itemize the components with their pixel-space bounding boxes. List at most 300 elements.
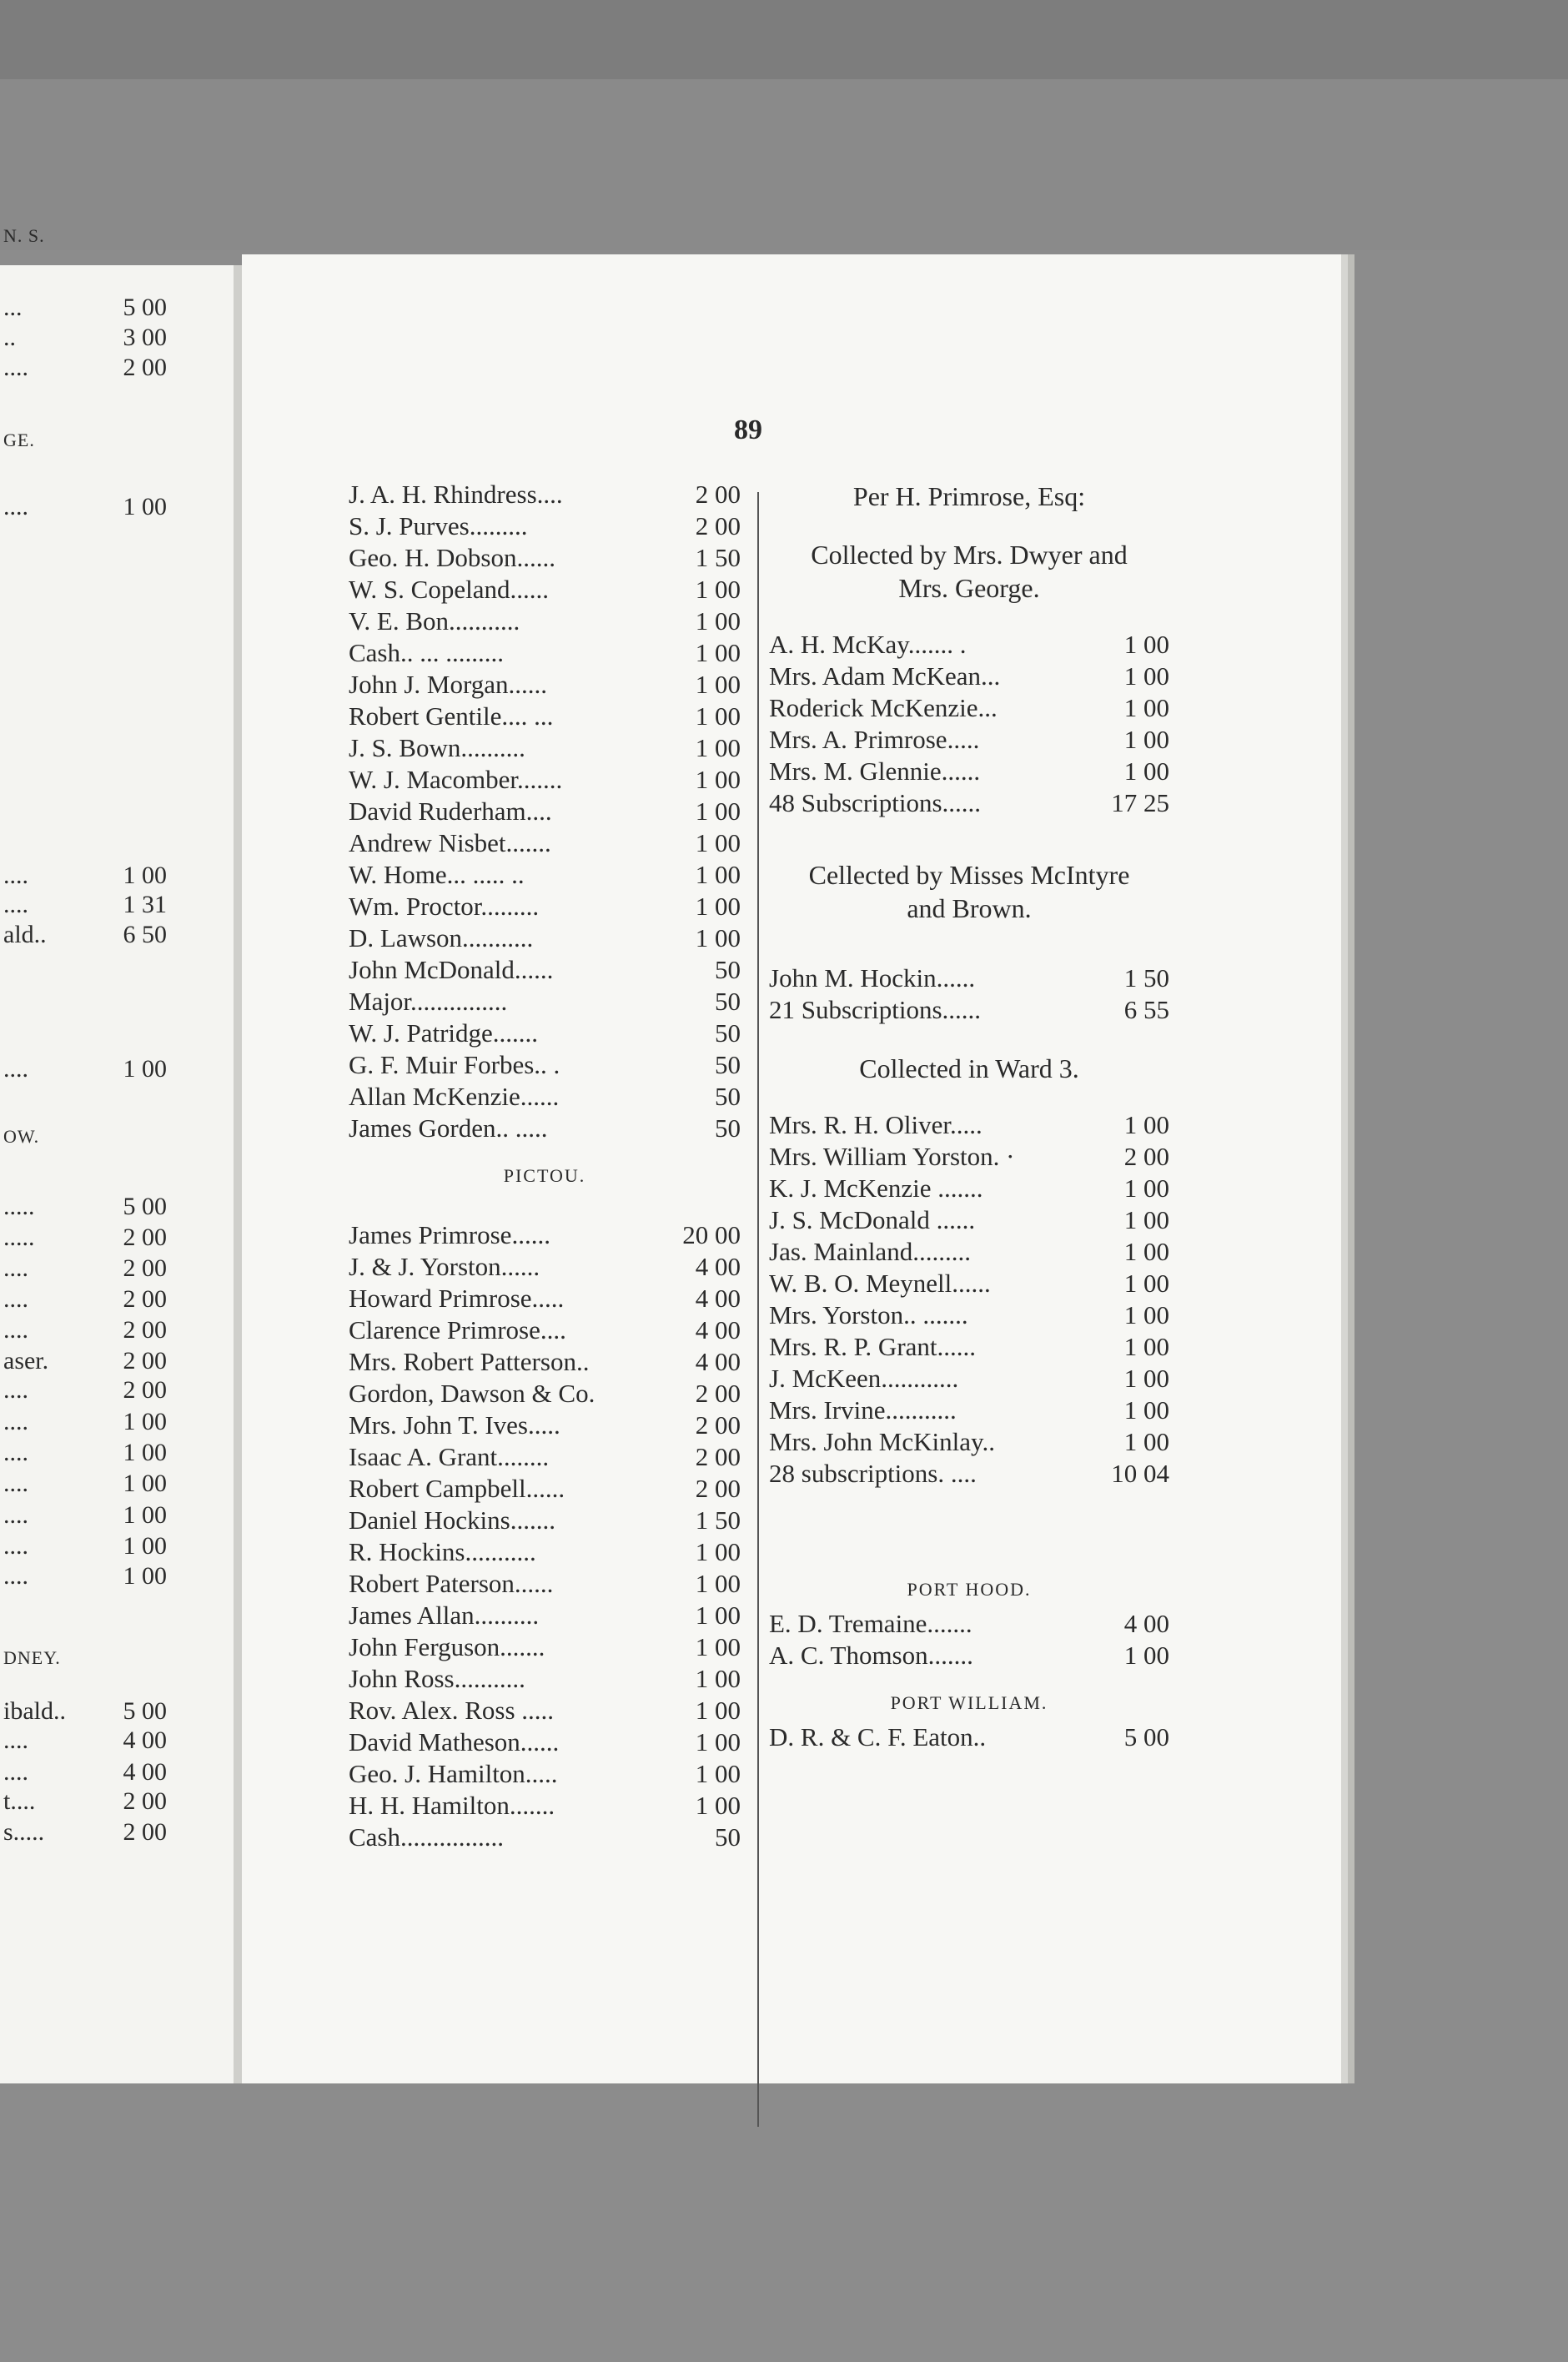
left-page-amount: 1 00 bbox=[123, 1408, 167, 1435]
donor-name: 28 subscriptions. .... bbox=[769, 1459, 977, 1488]
donation-amount: 2 00 bbox=[695, 480, 741, 509]
donor-entry bbox=[349, 670, 741, 701]
donation-amount: 4 00 bbox=[695, 1315, 741, 1344]
donor-name: John Ferguson....... bbox=[349, 1632, 545, 1661]
donor-name: David Matheson...... bbox=[349, 1727, 560, 1756]
donation-amount: 1 00 bbox=[695, 606, 741, 636]
left-page-heading bbox=[0, 1647, 225, 1681]
donor-name: Geo. J. Hamilton..... bbox=[349, 1759, 558, 1788]
donor-name: Mrs. R. P. Grant...... bbox=[769, 1332, 977, 1361]
donor-name: Mrs. Yorston.. ....... bbox=[769, 1300, 968, 1329]
donor-entry bbox=[349, 1664, 741, 1696]
donation-amount: 1 00 bbox=[1123, 756, 1169, 786]
donor-name: Mrs. A. Primrose..... bbox=[769, 725, 980, 754]
donor-name: James Allan.......... bbox=[349, 1601, 540, 1630]
left-page-text: DNEY. bbox=[3, 1647, 61, 1668]
left-page-text: ald.. bbox=[3, 921, 47, 948]
left-page-entry bbox=[0, 1254, 225, 1288]
donation-amount: 1 00 bbox=[695, 860, 741, 889]
donor-name: Mrs. M. Glennie...... bbox=[769, 756, 981, 786]
donation-amount: 1 00 bbox=[695, 765, 741, 794]
left-page-heading bbox=[0, 430, 225, 463]
donor-name: Mrs. Adam McKean... bbox=[769, 661, 1001, 691]
donation-amount: 1 00 bbox=[1123, 1641, 1169, 1670]
left-page-text: ..... bbox=[3, 1224, 35, 1251]
donor-name: Gordon, Dawson & Co. bbox=[349, 1379, 596, 1408]
donor-name: Howard Primrose..... bbox=[349, 1284, 565, 1313]
donation-amount: 1 00 bbox=[695, 923, 741, 952]
left-page-text: .... bbox=[3, 862, 28, 889]
left-page-amount: 5 00 bbox=[123, 1697, 167, 1725]
donor-entry bbox=[769, 1364, 1169, 1395]
donor-name: R. Hockins........... bbox=[349, 1537, 536, 1566]
donor-entry bbox=[349, 1113, 741, 1145]
donor-name: G. F. Muir Forbes.. . bbox=[349, 1050, 560, 1079]
donation-amount: 2 00 bbox=[695, 511, 741, 540]
left-page-amount: 4 00 bbox=[123, 1758, 167, 1786]
donor-entry bbox=[769, 661, 1169, 693]
donation-amount: 4 00 bbox=[695, 1252, 741, 1281]
donor-entry bbox=[349, 987, 741, 1018]
donation-amount: 4 00 bbox=[695, 1284, 741, 1313]
left-page-entry bbox=[0, 1758, 225, 1792]
donor-entry bbox=[349, 1442, 741, 1474]
donor-entry bbox=[349, 860, 741, 892]
donor-entry bbox=[349, 638, 741, 670]
donation-amount: 1 00 bbox=[695, 1664, 741, 1693]
left-page-entry bbox=[0, 891, 225, 924]
donor-entry bbox=[349, 1696, 741, 1727]
donation-amount: 1 00 bbox=[1123, 1332, 1169, 1361]
donor-name: D. R. & C. F. Eaton.. bbox=[769, 1722, 987, 1751]
donor-name: John Ross........... bbox=[349, 1664, 525, 1693]
donor-entry bbox=[769, 1427, 1169, 1459]
left-page-amount: 1 00 bbox=[123, 1439, 167, 1466]
donor-name: 21 Subscriptions...... bbox=[769, 995, 982, 1024]
donation-amount: 2 00 bbox=[695, 1474, 741, 1503]
donor-entry bbox=[349, 828, 741, 860]
donation-amount: 4 00 bbox=[695, 1347, 741, 1376]
left-page-text: .... bbox=[3, 1376, 28, 1404]
left-page-amount: 1 00 bbox=[123, 493, 167, 520]
donation-amount: 1 00 bbox=[1123, 1237, 1169, 1266]
left-page-text: .... bbox=[3, 493, 28, 520]
left-page-text: GE. bbox=[3, 430, 35, 450]
donor-entry bbox=[769, 756, 1169, 788]
donation-amount: 50 bbox=[715, 1082, 741, 1111]
spacer bbox=[769, 1027, 1169, 1052]
donor-name: Robert Paterson...... bbox=[349, 1569, 554, 1598]
left-page-amount: 4 00 bbox=[123, 1726, 167, 1754]
left-page-entry bbox=[0, 1562, 225, 1596]
donor-name: V. E. Bon........... bbox=[349, 606, 520, 636]
donation-amount: 1 00 bbox=[695, 1791, 741, 1820]
donation-amount: 17 25 bbox=[1111, 788, 1169, 817]
donation-amount: 1 00 bbox=[695, 1696, 741, 1725]
donation-amount: 1 50 bbox=[1123, 963, 1169, 993]
group1-title-line2: Mrs. George. bbox=[898, 573, 1040, 603]
donor-name: E. D. Tremaine....... bbox=[769, 1609, 972, 1638]
donor-name: Mrs. Robert Patterson.. bbox=[349, 1347, 590, 1376]
left-page-amount: 6 50 bbox=[123, 921, 167, 948]
donor-entry bbox=[769, 1332, 1169, 1364]
donor-entry bbox=[769, 725, 1169, 756]
left-page-amount: 2 00 bbox=[123, 1347, 167, 1374]
donor-entry bbox=[349, 606, 741, 638]
donation-amount: 50 bbox=[715, 987, 741, 1016]
donor-entry bbox=[349, 923, 741, 955]
left-page-entry bbox=[0, 1376, 225, 1410]
donor-entry bbox=[349, 1601, 741, 1632]
left-page-entry bbox=[0, 1316, 225, 1349]
donor-entry bbox=[769, 1269, 1169, 1300]
donor-name: Mrs. John McKinlay.. bbox=[769, 1427, 995, 1456]
donor-name: J. McKeen............ bbox=[769, 1364, 959, 1393]
left-page-heading bbox=[0, 1126, 225, 1159]
donation-amount: 1 00 bbox=[695, 828, 741, 857]
donor-entry bbox=[349, 1050, 741, 1082]
column-b-heading: Per H. Primrose, Esq: bbox=[852, 481, 1086, 511]
donor-entry bbox=[349, 511, 741, 543]
book-gutter bbox=[234, 265, 242, 2083]
donor-list-group2 bbox=[769, 963, 1169, 1027]
donor-entry bbox=[769, 1722, 1169, 1754]
left-page-text: .... bbox=[3, 1316, 28, 1344]
column-divider bbox=[757, 492, 759, 2127]
donor-entry bbox=[349, 1505, 741, 1537]
donor-name: A. C. Thomson....... bbox=[769, 1641, 973, 1670]
left-page-text: ibald.. bbox=[3, 1697, 66, 1725]
donor-entry bbox=[349, 1315, 741, 1347]
left-page-amount: 5 00 bbox=[123, 294, 167, 321]
donor-entry bbox=[349, 1018, 741, 1050]
spacer bbox=[769, 605, 1169, 630]
donation-amount: 6 55 bbox=[1123, 995, 1169, 1024]
left-page-amount: 1 00 bbox=[123, 1501, 167, 1529]
donor-entry bbox=[349, 1410, 741, 1442]
donor-list-group1 bbox=[769, 630, 1169, 820]
donor-entry bbox=[349, 892, 741, 923]
donor-entry bbox=[349, 480, 741, 511]
donor-name: John McDonald...... bbox=[349, 955, 554, 984]
left-page-entry bbox=[0, 1285, 225, 1319]
donor-name: Allan McKenzie...... bbox=[349, 1082, 560, 1111]
donor-entry bbox=[349, 765, 741, 797]
left-page-amount: 1 00 bbox=[123, 1055, 167, 1083]
left-page-text: t.... bbox=[3, 1787, 36, 1815]
donor-name: W. B. O. Meynell...... bbox=[769, 1269, 991, 1298]
left-page-entry bbox=[0, 1470, 225, 1503]
left-page-entry bbox=[0, 1697, 225, 1731]
spacer bbox=[769, 1085, 1169, 1110]
donation-amount: 2 00 bbox=[695, 1442, 741, 1471]
left-page-amount: 1 31 bbox=[123, 891, 167, 918]
section-heading-port-william: PORT WILLIAM. bbox=[890, 1692, 1048, 1713]
donor-name: Mrs. John T. Ives..... bbox=[349, 1410, 560, 1440]
donor-name: J. A. H. Rhindress.... bbox=[349, 480, 563, 509]
left-page-entry bbox=[0, 493, 225, 526]
donor-entry bbox=[769, 1641, 1169, 1672]
donation-amount: 10 04 bbox=[1111, 1459, 1169, 1488]
left-page-amount: 2 00 bbox=[123, 1376, 167, 1404]
donation-amount: 1 00 bbox=[695, 1569, 741, 1598]
donor-entry bbox=[769, 1395, 1169, 1427]
donor-entry bbox=[349, 701, 741, 733]
donation-amount: 1 00 bbox=[695, 575, 741, 604]
donor-name: Major............... bbox=[349, 987, 508, 1016]
donation-amount: 1 00 bbox=[1123, 1110, 1169, 1139]
left-page-text: s..... bbox=[3, 1818, 45, 1846]
spacer bbox=[349, 1195, 741, 1220]
donor-entry bbox=[349, 1759, 741, 1791]
left-page-amount: 2 00 bbox=[123, 1818, 167, 1846]
donor-entry bbox=[349, 1569, 741, 1601]
donor-entry bbox=[769, 1142, 1169, 1173]
donation-amount: 50 bbox=[715, 1822, 741, 1852]
donor-name: Geo. H. Dobson...... bbox=[349, 543, 555, 572]
left-page-text: .... bbox=[3, 891, 28, 918]
section-heading-pictou: PICTOU. bbox=[503, 1165, 586, 1186]
donor-entry bbox=[349, 1082, 741, 1113]
donation-amount: 1 00 bbox=[1123, 661, 1169, 691]
donor-entry bbox=[349, 1727, 741, 1759]
spacer bbox=[769, 1490, 1169, 1559]
donor-name: Mrs. R. H. Oliver..... bbox=[769, 1110, 983, 1139]
donor-entry bbox=[349, 1632, 741, 1664]
donor-entry bbox=[769, 1459, 1169, 1490]
donation-amount: 1 00 bbox=[1123, 1205, 1169, 1234]
donor-name: Isaac A. Grant........ bbox=[349, 1442, 550, 1471]
left-page-text: N. S. bbox=[3, 225, 45, 246]
donor-entry bbox=[349, 797, 741, 828]
donor-list-port-william bbox=[769, 1722, 1169, 1754]
donor-entry bbox=[349, 1537, 741, 1569]
donation-amount: 1 00 bbox=[1123, 693, 1169, 722]
donor-name: 48 Subscriptions...... bbox=[769, 788, 982, 817]
left-page-entry bbox=[0, 1193, 225, 1226]
donation-amount: 1 00 bbox=[1123, 1269, 1169, 1298]
donation-amount: 2 00 bbox=[1123, 1142, 1169, 1171]
donation-amount: 1 00 bbox=[695, 733, 741, 762]
left-page-amount: 2 00 bbox=[123, 1285, 167, 1313]
donation-amount: 1 00 bbox=[695, 892, 741, 921]
donor-entry bbox=[769, 1609, 1169, 1641]
left-page-entry bbox=[0, 354, 225, 387]
group2-title-line2: and Brown. bbox=[907, 893, 1032, 923]
donation-amount: 1 00 bbox=[1123, 1427, 1169, 1456]
donor-name: W. Home... ..... .. bbox=[349, 860, 525, 889]
donor-entry bbox=[769, 1205, 1169, 1237]
donor-entry bbox=[769, 995, 1169, 1027]
donor-name: H. H. Hamilton....... bbox=[349, 1791, 555, 1820]
donor-entry bbox=[349, 955, 741, 987]
donor-entry bbox=[349, 1252, 741, 1284]
donor-name: Clarence Primrose.... bbox=[349, 1315, 566, 1344]
donation-amount: 1 00 bbox=[695, 1601, 741, 1630]
donor-name: David Ruderham.... bbox=[349, 797, 552, 826]
donation-amount: 1 50 bbox=[695, 543, 741, 572]
left-page-amount: 1 00 bbox=[123, 1470, 167, 1497]
donor-name: Robert Gentile.... ... bbox=[349, 701, 554, 731]
group3-title: Collected in Ward 3. bbox=[859, 1053, 1079, 1083]
left-page-entry bbox=[0, 1408, 225, 1441]
left-page-text: .... bbox=[3, 1470, 28, 1497]
donor-name: A. H. McKay....... . bbox=[769, 630, 967, 659]
left-page-text: .... bbox=[3, 1254, 28, 1282]
left-page-text: .... bbox=[3, 1055, 28, 1083]
donation-amount: 1 00 bbox=[695, 1632, 741, 1661]
donor-entry bbox=[769, 1237, 1169, 1269]
donor-name: S. J. Purves......... bbox=[349, 511, 528, 540]
donor-name: J. S. McDonald ...... bbox=[769, 1205, 976, 1234]
donor-entry bbox=[349, 1220, 741, 1252]
donor-name: J. S. Bown.......... bbox=[349, 733, 525, 762]
left-page-amount: 2 00 bbox=[123, 1316, 167, 1344]
donor-entry bbox=[769, 1110, 1169, 1142]
left-page-amount: 1 00 bbox=[123, 1562, 167, 1590]
donation-amount: 4 00 bbox=[1123, 1609, 1169, 1638]
donor-entry bbox=[349, 1284, 741, 1315]
left-page-entry bbox=[0, 1501, 225, 1535]
donor-name: Daniel Hockins....... bbox=[349, 1505, 555, 1535]
donation-amount: 1 00 bbox=[695, 1759, 741, 1788]
left-page-entry bbox=[0, 1055, 225, 1088]
donor-entry bbox=[349, 1791, 741, 1822]
donor-name: Roderick McKenzie... bbox=[769, 693, 998, 722]
section-heading-port-hood: PORT HOOD. bbox=[907, 1579, 1032, 1600]
donor-name: J. & J. Yorston...... bbox=[349, 1252, 540, 1281]
left-page-amount: 2 00 bbox=[123, 354, 167, 381]
donor-name: W. J. Macomber....... bbox=[349, 765, 563, 794]
donation-amount: 1 00 bbox=[1123, 1173, 1169, 1203]
donor-name: K. J. McKenzie ....... bbox=[769, 1173, 983, 1203]
donor-name: Cash................ bbox=[349, 1822, 504, 1852]
left-page-entry bbox=[0, 862, 225, 895]
left-page-heading bbox=[0, 225, 225, 259]
group1-title-line1: Collected by Mrs. Dwyer and bbox=[811, 540, 1128, 570]
donation-amount: 1 00 bbox=[695, 1537, 741, 1566]
left-page-text: ..... bbox=[3, 1193, 35, 1220]
donor-name: Mrs. Irvine........... bbox=[769, 1395, 957, 1425]
donor-name: Wm. Proctor......... bbox=[349, 892, 540, 921]
left-page-text: .... bbox=[3, 1758, 28, 1786]
donation-amount: 1 00 bbox=[695, 1727, 741, 1756]
donor-name: James Primrose...... bbox=[349, 1220, 550, 1249]
left-page-amount: 5 00 bbox=[123, 1193, 167, 1220]
donor-entry bbox=[769, 963, 1169, 995]
spacer bbox=[769, 925, 1169, 963]
donation-amount: 20 00 bbox=[682, 1220, 741, 1249]
donor-name: James Gorden.. ..... bbox=[349, 1113, 548, 1143]
background-band bbox=[0, 0, 1568, 79]
donor-name: Rov. Alex. Ross ..... bbox=[349, 1696, 555, 1725]
donor-list-pictou bbox=[349, 1220, 741, 1854]
donation-amount: 2 00 bbox=[695, 1410, 741, 1440]
donation-amount: 2 00 bbox=[695, 1379, 741, 1408]
left-page-text: .... bbox=[3, 1408, 28, 1435]
left-page-entry bbox=[0, 1787, 225, 1821]
left-page-entry bbox=[0, 324, 225, 357]
left-page-text: ... bbox=[3, 294, 23, 321]
donor-entry bbox=[769, 1173, 1169, 1205]
donation-amount: 50 bbox=[715, 955, 741, 984]
donation-amount: 50 bbox=[715, 1113, 741, 1143]
spacer bbox=[769, 513, 1169, 538]
donor-entry bbox=[349, 733, 741, 765]
donation-amount: 1 00 bbox=[1123, 630, 1169, 659]
donor-name: Jas. Mainland......... bbox=[769, 1237, 971, 1266]
page-number: 89 bbox=[734, 415, 762, 445]
donor-list-port-hood bbox=[769, 1609, 1169, 1672]
donation-amount: 1 00 bbox=[1123, 1364, 1169, 1393]
donor-name: Mrs. William Yorston. · bbox=[769, 1142, 1015, 1171]
left-page-text: .... bbox=[3, 1285, 28, 1313]
donor-name: Cash.. ... ......... bbox=[349, 638, 504, 667]
donation-amount: 1 00 bbox=[1123, 1300, 1169, 1329]
left-page-entry bbox=[0, 294, 225, 327]
donor-entry bbox=[769, 788, 1169, 820]
donor-name: Robert Campbell...... bbox=[349, 1474, 565, 1503]
donor-entry bbox=[349, 1379, 741, 1410]
group2-title-line1: Cellected by Misses McIntyre bbox=[808, 860, 1130, 890]
donation-amount: 50 bbox=[715, 1050, 741, 1079]
left-page-text: OW. bbox=[3, 1126, 40, 1147]
column-a bbox=[349, 480, 741, 1854]
donor-entry bbox=[769, 693, 1169, 725]
donation-amount: 50 bbox=[715, 1018, 741, 1048]
left-page-entry bbox=[0, 1224, 225, 1257]
left-page-text: .... bbox=[3, 1726, 28, 1754]
donation-amount: 1 50 bbox=[695, 1505, 741, 1535]
left-page-entry bbox=[0, 1532, 225, 1565]
donation-amount: 1 00 bbox=[695, 638, 741, 667]
left-page bbox=[0, 225, 237, 2083]
left-page-text: aser. bbox=[3, 1347, 49, 1374]
left-page-amount: 2 00 bbox=[123, 1224, 167, 1251]
donor-name: John J. Morgan...... bbox=[349, 670, 547, 699]
left-page-entry bbox=[0, 1726, 225, 1760]
donation-amount: 1 00 bbox=[1123, 725, 1169, 754]
left-page-entry bbox=[0, 1347, 225, 1380]
donor-list-group3 bbox=[769, 1110, 1169, 1490]
donation-amount: 1 00 bbox=[695, 701, 741, 731]
donor-entry bbox=[349, 1822, 741, 1854]
left-page-amount: 2 00 bbox=[123, 1254, 167, 1282]
donor-name: Andrew Nisbet....... bbox=[349, 828, 551, 857]
left-page-entry bbox=[0, 1818, 225, 1852]
right-page bbox=[242, 254, 1341, 2083]
left-page-entry bbox=[0, 1439, 225, 1472]
left-page-amount: 1 00 bbox=[123, 862, 167, 889]
donor-name: W. J. Patridge....... bbox=[349, 1018, 539, 1048]
donation-amount: 1 00 bbox=[695, 670, 741, 699]
donation-amount: 1 00 bbox=[1123, 1395, 1169, 1425]
left-page-text: .... bbox=[3, 1439, 28, 1466]
donor-name: D. Lawson........... bbox=[349, 923, 534, 952]
left-page-text: .... bbox=[3, 1532, 28, 1560]
donor-name: W. S. Copeland...... bbox=[349, 575, 549, 604]
left-page-text: .... bbox=[3, 1562, 28, 1590]
column-b bbox=[769, 480, 1169, 1754]
left-page-entry bbox=[0, 921, 225, 954]
donor-entry bbox=[349, 1474, 741, 1505]
donor-entry bbox=[349, 1347, 741, 1379]
donor-entry bbox=[769, 630, 1169, 661]
left-page-amount: 1 00 bbox=[123, 1532, 167, 1560]
donor-entry bbox=[769, 1300, 1169, 1332]
left-page-text: .. bbox=[3, 324, 16, 351]
donation-amount: 5 00 bbox=[1123, 1722, 1169, 1751]
